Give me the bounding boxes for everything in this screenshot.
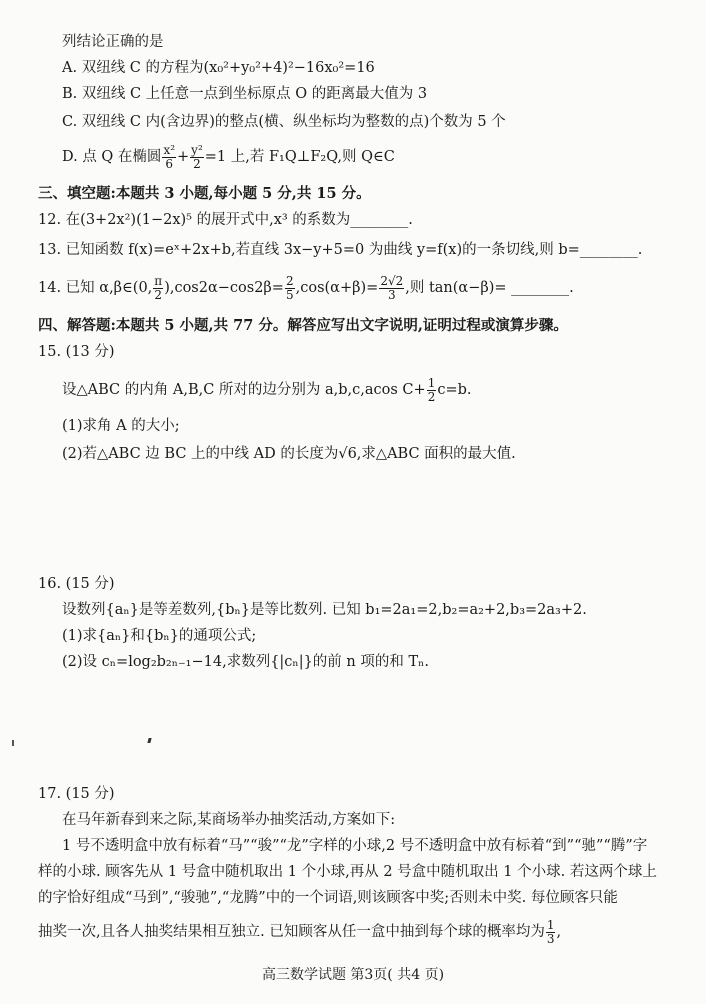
- fraction-y2-over-2: $\frac{\text{y²}}{2}$: [191, 142, 203, 171]
- q15-part1: (1)求角 A 的大小;: [62, 418, 180, 434]
- fraction-pi-over-2: $\frac{\pi}{2}$: [154, 273, 163, 302]
- fraction-x2-over-6: $\frac{\text{x²}}{6}$: [163, 142, 176, 171]
- q17-line5: 抽奖一次,且各人抽奖结果相互独立. 已知顾客从任一盒中抽到每个球的概率均为 $\frac{1}{3}$ ,: [38, 917, 562, 946]
- q12: 12. 在(3+2x²)(1−2x)⁵ 的展开式中,x³ 的系数为________.: [38, 212, 413, 228]
- fraction-1-over-2: $\frac{1}{2}$: [427, 375, 436, 404]
- q15-stem: 设△ABC 的内角 A,B,C 所对的边分别为 a,b,c,acos C+ $\frac{1}{2}$ c=b.: [62, 375, 472, 404]
- q16-header: 16. (15 分): [38, 576, 115, 592]
- q17-line4: 的字恰好组成“马到”,“骏驰”,“龙腾”中的一个词语,则该顾客中奖;否则未中奖. 每位顾客只能: [38, 890, 618, 906]
- q17-line3: 样的小球. 顾客先从 1 号盒中随机取出 1 个小球,再从 2 号盒中随机取出 1 个小球. 若这两个球上: [38, 864, 657, 880]
- fraction-1-over-3: $\frac{1}{3}$: [546, 917, 555, 946]
- page-footer: 高三数学试题 第3页( 共4 页): [261, 967, 445, 983]
- q14: 14. 已知 α,β∈(0, $\frac{\pi}{2}$ ),cos2α−cos2β= $\frac{2}{5}$ ,cos(α+β)= $\frac{2√2}{3}$ ,则 tan(α−β)= ________.: [38, 273, 574, 302]
- q15-part2: (2)若△ABC 边 BC 上的中线 AD 的长度为√6,求△ABC 面积的最大值.: [62, 446, 516, 462]
- q16-stem: 设数列{aₙ}是等差数列,{bₙ}是等比数列. 已知 b₁=2a₁=2,b₂=a₂+2,b₃=2a₃+2.: [62, 602, 587, 618]
- fraction-2root2-over-3: $\frac{2√2}{3}$: [380, 273, 404, 302]
- q11-tail: 列结论正确的是: [62, 34, 164, 50]
- q15-header: 15. (13 分): [38, 344, 115, 360]
- q17-line1: 在马年新春到来之际,某商场举办抽奖活动,方案如下:: [62, 812, 396, 828]
- q11-option-b: B. 双纽线 C 上任意一点到坐标原点 O 的距离最大值为 3: [62, 86, 428, 102]
- q16-part2: (2)设 cₙ=log₂b₂ₙ₋₁−14,求数列{|cₙ|}的前 n 项的和 Tₙ.: [62, 654, 430, 670]
- q11-option-d: D. 点 Q 在椭圆 $\frac{\text{x²}}{6}$ + $\frac{\text{y²}}{2}$ =1 上,若 F₁Q⊥F₂Q,则 Q∈C: [62, 142, 395, 171]
- q11-d-prefix: D. 点 Q 在椭圆: [62, 149, 162, 165]
- edge-mark: [12, 740, 14, 746]
- stray-mark: [147, 738, 151, 743]
- fraction-2-over-5: $\frac{2}{5}$: [285, 273, 294, 302]
- q11-option-c: C. 双纽线 C 内(含边界)的整点(横、纵坐标均为整数的点)个数为 5 个: [62, 114, 506, 130]
- q13: 13. 已知函数 f(x)=eˣ+2x+b,若直线 3x−y+5=0 为曲线 y=f(x)的一条切线,则 b=________.: [38, 242, 643, 258]
- section3-title: 三、填空题:本题共 3 小题,每小题 5 分,共 15 分。: [38, 185, 371, 202]
- q17-header: 17. (15 分): [38, 786, 115, 802]
- q11-option-a: A. 双纽线 C 的方程为(x₀²+y₀²+4)²−16x₀²=16: [62, 60, 375, 76]
- section4-title: 四、解答题:本题共 5 小题,共 77 分。解答应写出文字说明,证明过程或演算步骤。: [38, 317, 568, 334]
- q16-part1: (1)求{aₙ}和{bₙ}的通项公式;: [62, 628, 257, 644]
- q17-line2: 1 号不透明盒中放有标着“马”“骏”“龙”字样的小球,2 号不透明盒中放有标着“到”“驰”“腾”字: [62, 838, 648, 854]
- q11-d-suffix: =1 上,若 F₁Q⊥F₂Q,则 Q∈C: [204, 149, 395, 165]
